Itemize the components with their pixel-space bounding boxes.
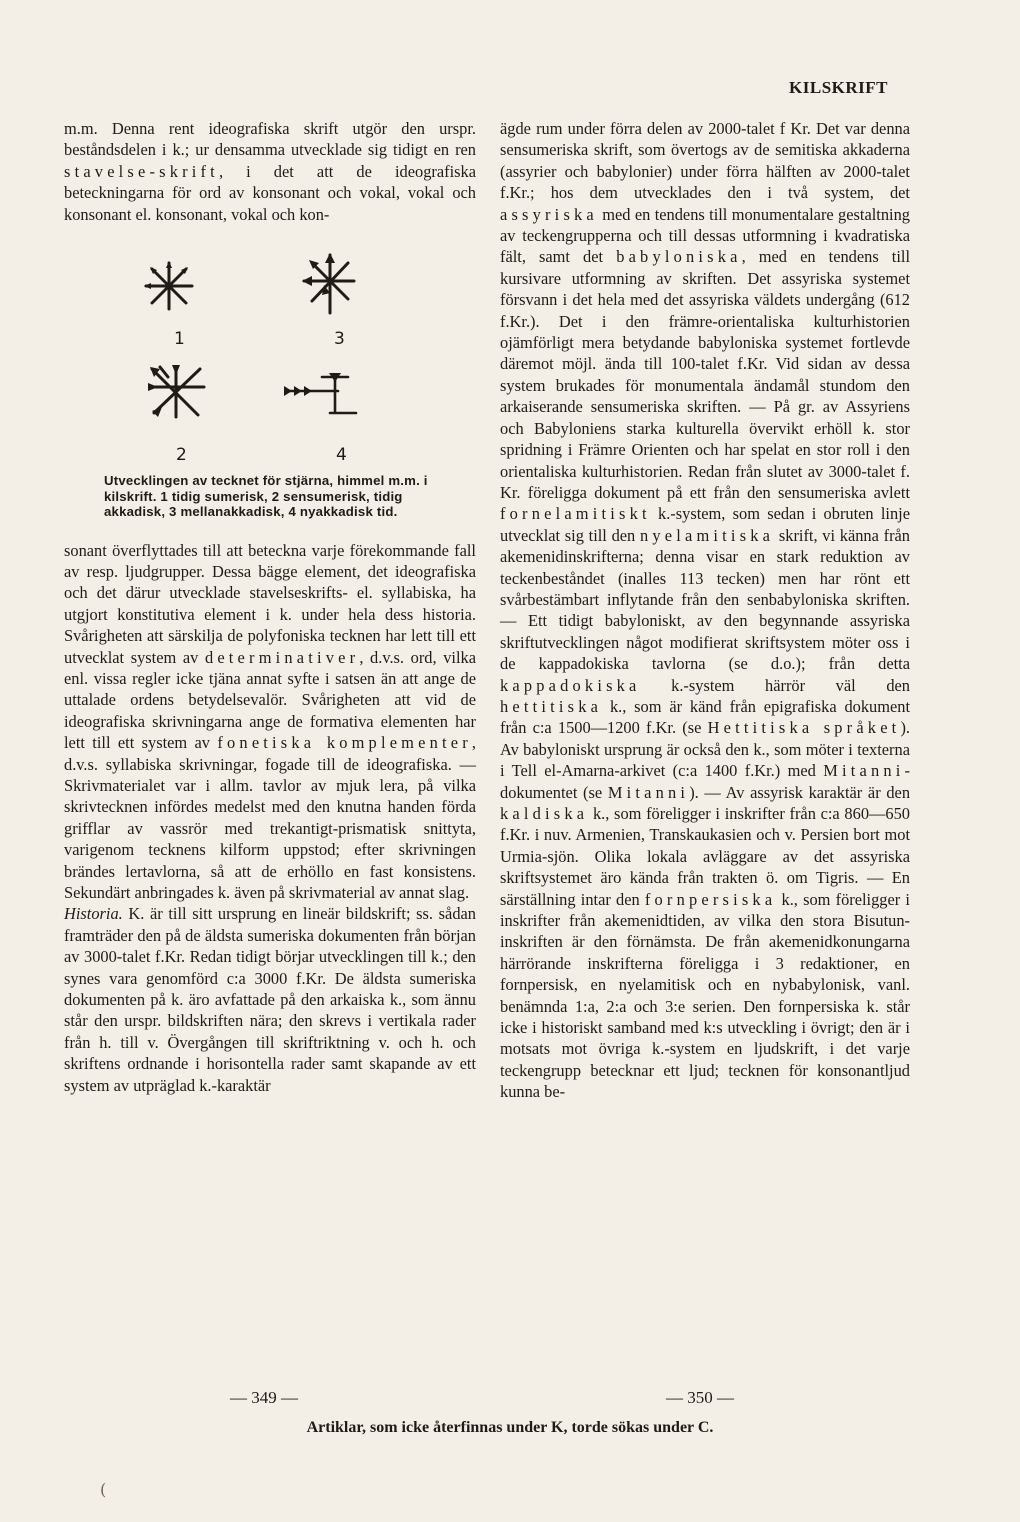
star-sign-figure xyxy=(64,239,476,465)
margin-mark: ( xyxy=(100,1480,107,1499)
cuneiform-star-sign-1 xyxy=(142,259,196,313)
term-assyriska: assyriska xyxy=(500,204,598,224)
term-fonetiska-komplementer: fonetiska komplementer xyxy=(217,733,472,753)
right-paragraph: ägde rum under förra delen av 2000-talet f Kr. Det var denna sensumeriska skrift, som övertogs av de semitiska akkaderna (assyrier och babylonier) under förra hälften av 2000-talet f.Kr.; hos dem utvecklades den i två system, det assyriska med en tendens till monumentalare gestaltning av teckengrupperna och till dessas utformning i kvadratiska fält, samt det babyloniska, med en tendens till kursivare utformning av skriften. Det assyriska systemet försvann i det hela med det assyriska väldets undergång (612 f.Kr.). Det i den främre-orientaliska kulturhistorien ojämförligt mera betydande babyloniska systemet fortlevde däremot möjl. ända till 100-talet f.Kr. Vid sidan av dessa system brukades för monumentala ändamål stundom den arkaiserande sensumeriska skriften. — På gr. av Assyriens och Babyloniens starka kulturella övervikt erhöll k. stor spridning i Främre Orienten och har spelat en stor roll i den orientaliska kulturhistorien. Redan från slutet av 3000-talet f. Kr. föreligga dokument på ett från den sensumeriska avlett fornelamitiskt k.-system, som sedan i obruten linje utvecklat sig till den nyelamitiska skrift, vi känna från akemenidinskrifterna; denna visar en stark reduktion av teckenbeståndet (inalles 113 tecken) men har rönt ett svårbestämbart inflytande från den senbabyloniska skriften. — Ett tidigt babyloniskt, av den begynnande assyriska skriftutvecklingen något modifierat skriftsystem möter oss i de kappadokiska tavlorna (se d.o.); från detta kappadokiska k.-system härrör väl den hettitiska k., som är känd från epigrafiska dokument från c:a 1500—1200 f.Kr. (se Hettitiska språket). Av babyloniskt ursprung är också den k., som möter i texterna i Tell el-Amarna-arkivet (c:a 1400 f.Kr.) med Mitanni-dokumentet (se Mitanni). — Av assyrisk karaktär är den kaldiska k., som föreligger i inskrifter från c:a 860—650 f.Kr. i nuv. Armenien, Transkaukasien och v. Persien bort mot Urmia-sjön. Olika lokala avläggare av det assyriska skriftsystemet äro kända från trakten ö. om Tigris. — En särställning intar den fornpersiska k., som föreligger i inskrifter från akemenidtiden, av vilka den stora Bisutun-inskriften är den förnämsta. De från akemenidkonungarna härrörande inskrifterna föreligga i 3 redaktioner, en fornpersisk, en nyelamitisk och en nybabylonisk, vanl. benämnda 1:a, 2:a och 3:e serien. Den fornpersiska k. står icke i historiskt samband med k:s utveckling i övrigt; den är i motsats mot övriga k.-system en ljudskrift, i det varje teckengrupp betecknar ett ljud; tecknen för konsonantljud kunna be- xyxy=(500,119,911,1102)
term-babyloniska: babyloniska xyxy=(616,247,742,267)
figure-label-2: 2 xyxy=(176,445,187,466)
cuneiform-star-sign-3 xyxy=(300,251,358,317)
link-mitanni: Mitanni xyxy=(607,782,690,802)
term-kaldiska: kaldiska xyxy=(500,804,589,823)
figure-label-3: 3 xyxy=(334,329,345,350)
term-kappadokiska: kappadokiska xyxy=(500,675,641,695)
page-number-right: — 350 — xyxy=(666,1388,734,1407)
term-fornelamitiskt: fornelamitiskt xyxy=(500,504,651,524)
term-mitanni: Mitanni xyxy=(823,761,905,781)
historia-heading: Historia. xyxy=(64,904,123,924)
term-hettitiska: hettitiska xyxy=(500,696,603,716)
left-paragraph-1: m.m. Denna rent ideografiska skrift utgör den urspr. beståndsdelen i k.; ur densamma utvecklade sig tidigt en ren stavelse-skrift, i det att de ideografiska beteckningarna för ord av konsonant och vokal, vokal och konsonant el. konsonant, vokal och kon- xyxy=(64,119,476,224)
page-number-left: — 349 — xyxy=(230,1388,298,1407)
figure-label-1: 1 xyxy=(174,329,185,350)
term-stavelseskrift: stavelse-skrift xyxy=(64,161,219,181)
figure-label-4: 4 xyxy=(336,445,347,466)
running-head: KILSKRIFT xyxy=(789,78,888,97)
term-nyelamitiska: nyelamitiska xyxy=(639,525,775,545)
term-determinativer: determinativer xyxy=(204,647,360,667)
figure-caption: Utvecklingen av tecknet för stjärna, himmel m.m. i kilskrift. 1 tidig sumerisk, 2 sensumerisk, tidig akkadisk, 3 mellanakkadisk, 4 nyakkadisk tid. xyxy=(104,473,428,520)
cuneiform-star-sign-2 xyxy=(146,363,208,421)
left-paragraph-2: sonant överflyttades till att beteckna varje förekommande fall av resp. ljudgrupper. Dessa bägge element, det ideografiska och det därur utvecklade stavelseskrifts- el. syllabiska, ha utgjort konstitutiva element i k. under hela dess historia. Svårigheten att särskilja de polyfoniska tecknen har lett till ett utvecklat system av determinativer, d.v.s. ord, vilka enl. vissa regler icke tjäna annat syfte i satsen än att ange de uttalade ordens betydelsevalör. Svårigheten att vid de ideografiska skrivningarna ange de formativa elementen har lett till ett system av fonetiska komplementer, d.v.s. syllabiska skrivningar, fogade till de ideografiska. — Skrivmaterialet var i allm. tavlor av mjuk lera, på vilka skrivtecknen infördes medelst med den knutna handen förda grifflar av vassrör med trekantigt-prismatisk snittyta, varigenom tecknens kilform uppstod; efter skrivningen brändes lertavlorna, så att de erhöllo en fast konsistens. Sekundärt anbringades k. även på skrivmaterial av annat slag. xyxy=(64,540,476,903)
cuneiform-star-sign-4 xyxy=(282,371,360,423)
left-paragraph-3: Historia. K. är till sitt ursprung en lineär bildskrift; ss. sådan framträder den på de äldsta sumeriska dokumenten från början av 3000-talet f.Kr. Redan tidigt börjar utvecklingen till k.; den synes vara genomförd c:a 3000 f.Kr. De äldsta sumeriska dokumenten på k. äro avfattade på den arkaiska k., som ännu står den urspr. bildskriften nära; den skrevs i vertikala rader från h. till v. Övergången till skriftriktning v. och h. och skriftens ordnande i horisontella rader samt skapande av ett system av utpräglad k.-karaktär xyxy=(64,904,476,1095)
footer-note: Artiklar, som icke återfinnas under K, torde sökas under C. xyxy=(306,1419,714,1436)
left-column xyxy=(64,118,476,1096)
right-column xyxy=(500,118,910,1103)
link-hettitiska-spraket: Hettitiska språket xyxy=(707,718,901,738)
term-fornpersiska: fornpersiska xyxy=(644,889,777,909)
